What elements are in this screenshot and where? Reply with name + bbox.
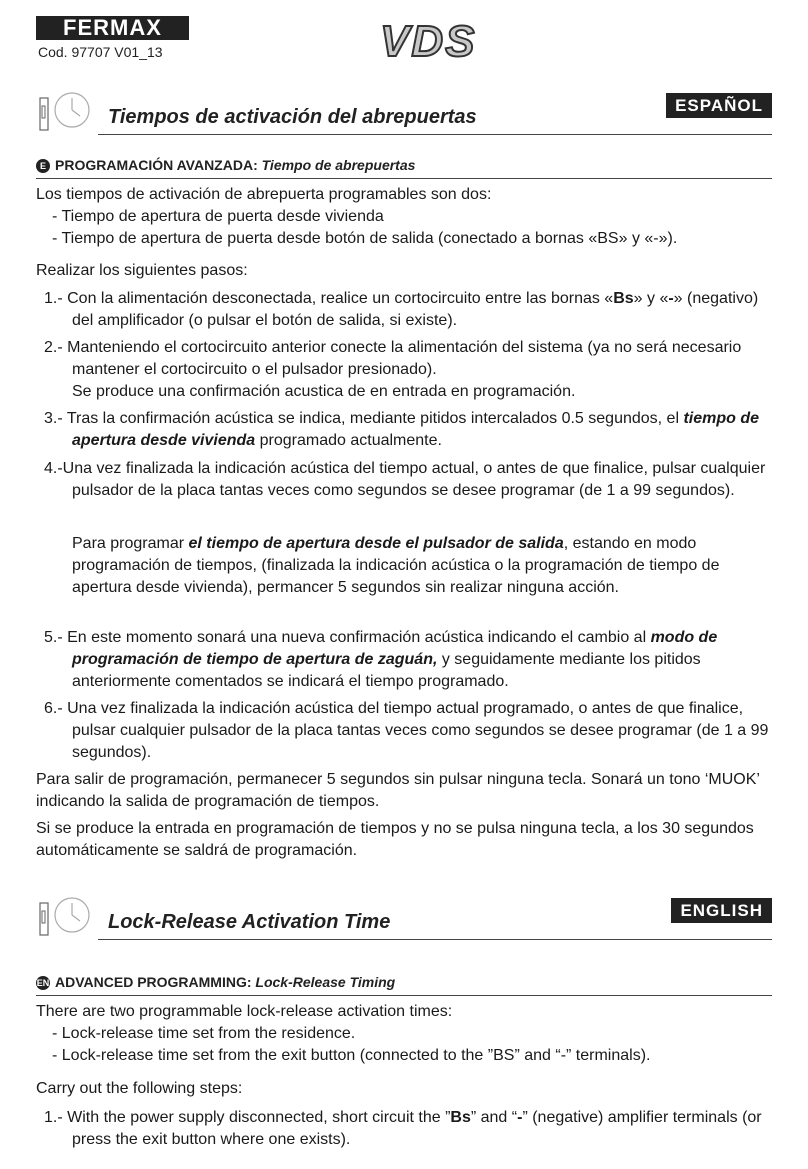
paragraph: Para salir de programación, permanecer 5 segundos sin pulsar ninguna tecla. Sonará un tono ‘MUOK’ indicando la salida de programación de tiempos. [36,771,760,810]
subheading-label: PROGRAMACIÓN AVANZADA: [55,157,258,173]
bullet-item: - Lock-release time set from the exit button (connected to the ”BS” and “-” terminals). [52,1047,651,1064]
language-circle-icon: EN [36,978,50,988]
step-4: 4.-Una vez finalizada la indicación acústica del tiempo actual, o antes de que finalice, pulsar cualquier pulsador de la placa tantas veces como segundos se desee programar (de 1 a 99 segundos). [44,460,766,499]
subheading-en [36,974,772,990]
paragraph: Los tiempos de activación de abrepuerta programables son dos: [36,186,492,203]
paragraph: Carry out the following steps: [36,1080,243,1097]
bullet-item: - Tiempo de apertura de puerta desde vivienda [52,208,384,225]
clock-door-icon [36,893,96,941]
step-6: 6.- Una vez finalizada la indicación acústica del tiempo actual programado, o antes de que finalice, pulsar cualquier pulsador de la placa tantas veces como segundos se desee programar (de 1 a 99 segundos). [44,700,769,761]
language-circle-icon: E [36,159,50,173]
paragraph: There are two programmable lock-release activation times: [36,1003,453,1020]
document-code: Cod. 97707 V01_13 [38,44,163,60]
bullet-item: - Lock-release time set from the residence. [52,1025,356,1042]
fermax-logo: FERMAX [36,16,189,40]
language-badge: ENGLISH [671,898,772,923]
subheading-topic: Lock-Release Timing [255,974,396,990]
section-title: Lock-Release Activation Time [108,911,391,933]
section-title: Tiempos de activación del abrepuertas [108,106,477,128]
language-badge: ESPAÑOL [666,93,772,118]
bullet-item: - Tiempo de apertura de puerta desde botón de salida (conectado a bornas «BS» y «-»). [52,230,678,247]
step-1: 1.- Con la alimentación desconectada, realice un cortocircuito entre las bornas «Bs» y «-» (negativo) del amplificador (o pulsar el botón de salida, si existe). [44,290,759,329]
subheading-label: ADVANCED PROGRAMMING: [55,974,252,990]
step-3: 3.- Tras la confirmación acústica se indica, mediante pitidos intercalados 0.5 segundos, el tiempo de apertura desde vivienda programado actualmente. [44,410,760,449]
subheading-topic: Tiempo de abrepuertas [261,157,416,173]
step-1: 1.- With the power supply disconnected, short circuit the ”Bs” and “-” (negative) amplifier terminals (or press the exit button where one exists). [44,1109,762,1148]
product-logo: VDS [380,17,477,66]
paragraph: Si se produce la entrada en programación de tiempos y no se pulsa ninguna tecla, a los 30 segundos automáticamente se saldrá de programación. [36,820,754,859]
step-5: 5.- En este momento sonará una nueva confirmación acústica indicando el cambio al modo de programación de tiempo de apertura de zaguán, y seguidamente mediante los pitidos anteriormente comentados se indicará el tiempo programado. [44,629,718,690]
section-header-es [36,88,772,136]
paragraph: Realizar los siguientes pasos: [36,262,248,279]
clock-door-icon [36,88,96,136]
section-header-en [36,893,772,941]
subheading-es [36,157,772,173]
step-2: 2.- Manteniendo el cortocircuito anterior conecte la alimentación del sistema (ya no será necesario mantener el cortocircuito o el pulsador presionado). Se produce una confirmación acustica de en entrada en programación. [44,339,742,400]
step-4-note: Para programar el tiempo de apertura desde el pulsador de salida, estando en modo programación de tiempos, (finalizada la indicación acústica o la programación de tiempo de apertura desde vivienda), permancer 5 segundos sin realizar ninguna acción. [72,535,720,596]
